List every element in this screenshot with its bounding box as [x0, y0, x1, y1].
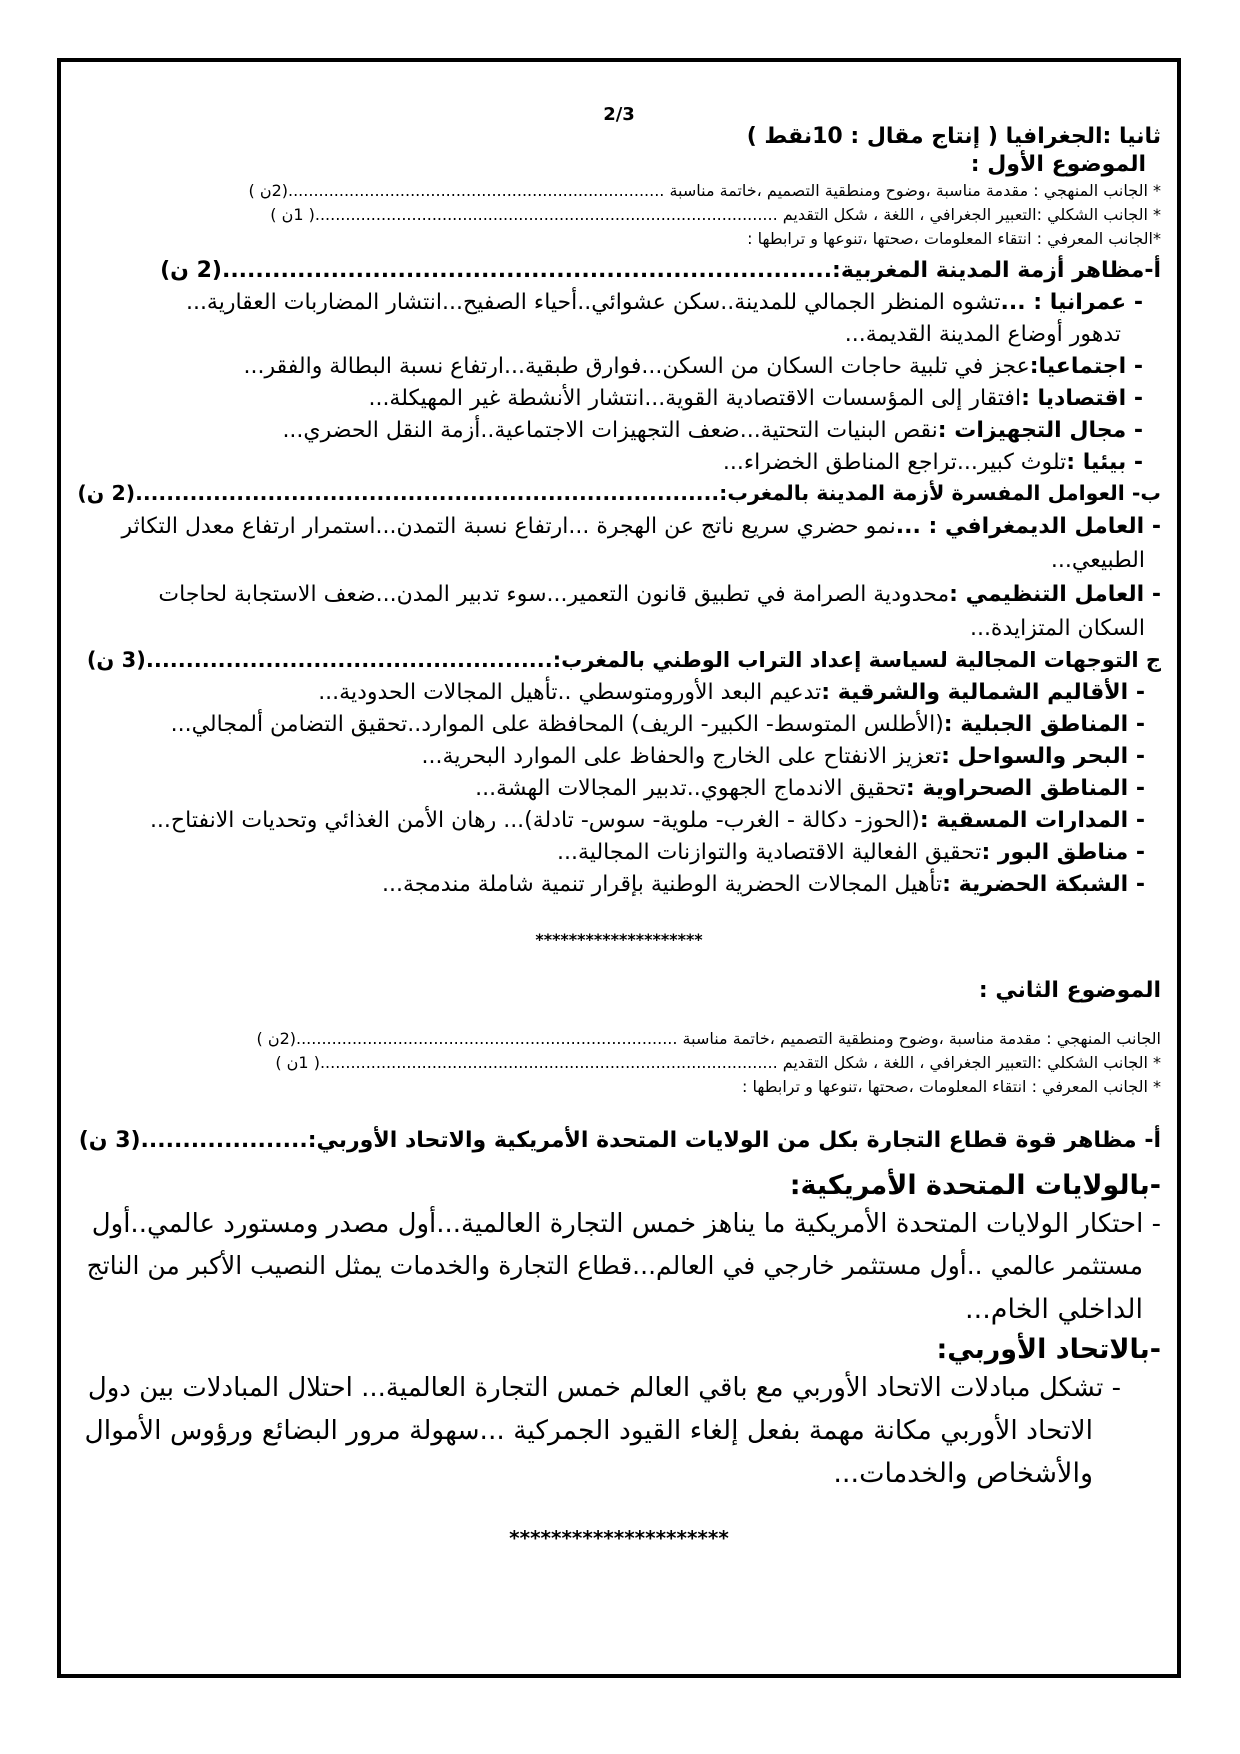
- list-item: [75, 354, 1143, 379]
- topic2-criterion-1: الجانب المنهجي : مقدمة مناسبة ،وضوح ومنطقية التصميم ،خاتمة مناسبة ...........................................................................(2ن ): [256, 1029, 1161, 1048]
- item-text: نقص البنيات التحتية...ضعف التجهيزات الاجتماعية..أزمة النقل الحضري...: [282, 418, 938, 443]
- item-text: نمو حضري سريع ناتج عن الهجرة ...ارتفاع نسبة التمدن...استمرار ارتفاع معدل التكاثر: [121, 514, 896, 539]
- item-text: تشوه المنظر الجمالي للمدينة..سكن عشوائي..أحياء الصفيح...انتشار المضاربات العقارية...: [185, 290, 1001, 315]
- item-label: - المناطق الصحراوية :: [905, 776, 1145, 801]
- list-item: [75, 776, 1145, 801]
- topic1-sec-b-heading: ب- العوامل المفسرة لأزمة المدينة بالمغرب:...........................................................................(2 ن): [77, 481, 1161, 505]
- exam-page: [57, 58, 1181, 1678]
- item-text: تلوث كبير...تراجع المناطق الخضراء...: [722, 450, 1067, 475]
- list-item-continuation: تدهور أوضاع المدينة القديمة...: [844, 322, 1121, 347]
- topic1-criterion-3: *الجانب المعرفي : انتقاء المعلومات ،صحتها ،تنوعها و ترابطها :: [747, 229, 1161, 248]
- list-item: [75, 582, 1161, 607]
- item-text: افتقار إلى المؤسسات الاقتصادية القوية...انتشار الأنشطة غير المهيكلة...: [368, 386, 1022, 411]
- item-label: - العامل الديمغرافي : ...: [895, 514, 1161, 539]
- list-item-continuation: الطبيعي...: [1050, 548, 1145, 573]
- list-item: [75, 386, 1143, 411]
- eu-line-3: والأشخاص والخدمات...: [833, 1458, 1093, 1489]
- list-item: [75, 680, 1145, 705]
- item-label: - المناطق الجبلية :: [943, 712, 1145, 737]
- item-text: محدودية الصرامة في تطبيق قانون التعمير...سوء تدبير المدن...ضعف الاستجابة لحاجات: [158, 582, 950, 607]
- item-label: - العامل التنظيمي :: [949, 582, 1161, 607]
- eu-line-2: الاتحاد الأوربي مكانة مهمة بفعل إلغاء القيود الجمركية ...سهولة مرور البضائع ورؤوس الأموال: [84, 1415, 1093, 1446]
- topic1-sec-a-heading: أ-مظاهر أزمة المدينة المغربية:.........................................................................(2 ن): [160, 258, 1161, 283]
- topic2-criterion-2: * الجانب الشكلي :التعبير الجغرافي ، اللغة ، شكل التقديم ..........................................................................................( 1ن ): [275, 1053, 1161, 1072]
- item-text: تحقيق الاندماج الجهوي..تدبير المجالات الهشة...: [475, 776, 906, 801]
- item-label: - مناطق البور :: [981, 840, 1145, 865]
- item-text: تدعيم البعد الأورومتوسطي ..تأهيل المجالات الحدودية...: [318, 680, 822, 705]
- eu-title: -بالاتحاد الأوربي:: [936, 1334, 1161, 1365]
- item-text: تعزيز الانفتاح على الخارج والحفاظ على الموارد البحرية...: [421, 744, 942, 769]
- item-text: تأهيل المجالات الحضرية الوطنية بإقرار تنمية شاملة مندمجة...: [382, 872, 943, 897]
- item-label: - عمرانيا : ...: [1000, 290, 1143, 315]
- item-label: - بيئيا :: [1066, 450, 1143, 475]
- list-item: [75, 450, 1143, 475]
- topic2-title: الموضوع الثاني :: [978, 978, 1161, 1003]
- list-item: [75, 808, 1145, 833]
- item-text: (الأطلس المتوسط- الكبير- الريف) المحافظة على الموارد..تحقيق التضامن ألمجالي...: [170, 712, 944, 737]
- item-label: - اقتصاديا :: [1021, 386, 1143, 411]
- usa-line-1: - احتكار الولايات المتحدة الأمريكية ما يناهز خمس التجارة العالمية...أول مصدر ومستورد عالمي..أول: [91, 1209, 1161, 1239]
- separator-stars: *********************: [509, 1526, 729, 1550]
- separator-stars: ********************: [535, 930, 703, 949]
- item-label: - الشبكة الحضرية :: [942, 872, 1145, 897]
- list-item: [75, 418, 1143, 443]
- topic1-sec-c-heading: ج التوجهات المجالية لسياسة إعداد التراب الوطني بالمغرب:...................................................(3 ن): [86, 648, 1161, 672]
- list-item: [75, 514, 1161, 539]
- item-label: - اجتماعيا:: [1029, 354, 1143, 379]
- list-item: [75, 872, 1145, 897]
- topic1-title: الموضوع الأول :: [970, 152, 1146, 177]
- item-text: (الحوز- دكالة - الغرب- ملوية- سوس- تادلة)... رهان الأمن الغذائي وتحديات الانفتاح...: [149, 808, 920, 833]
- topic2-criterion-3: * الجانب المعرفي : انتقاء المعلومات ،صحتها ،تنوعها و ترابطها :: [742, 1077, 1161, 1096]
- list-item: [75, 840, 1145, 865]
- item-label: - الأقاليم الشمالية والشرقية :: [821, 680, 1145, 705]
- list-item-continuation: السكان المتزايدة...: [969, 616, 1145, 641]
- list-item: [75, 744, 1145, 769]
- usa-line-2: مستثمر عالمي ..أول مستثمر خارجي في العالم...قطاع التجارة والخدمات يمثل النصيب الأكبر من الناتج: [86, 1251, 1143, 1280]
- item-label: - البحر والسواحل :: [941, 744, 1145, 769]
- usa-line-3: الداخلي الخام...: [965, 1294, 1143, 1325]
- usa-title: -بالولايات المتحدة الأمريكية:: [789, 1170, 1161, 1201]
- item-text: عجز في تلبية حاجات السكان من السكن...فوارق طبقية...ارتفاع نسبة البطالة والفقر...: [243, 354, 1030, 379]
- part-heading: ثانيا :الجغرافيا ( إنتاج مقال : 10نقط ): [746, 124, 1161, 149]
- item-label: - المدارات المسقية :: [919, 808, 1145, 833]
- topic1-criterion-1: * الجانب المنهجي : مقدمة مناسبة ،وضوح ومنطقية التصميم ،خاتمة مناسبة ..........................................................................(2ن ): [248, 181, 1161, 200]
- page-number: 2/3: [603, 104, 635, 125]
- list-item: [75, 712, 1145, 737]
- topic2-sec-a-heading: أ- مظاهر قوة قطاع التجارة بكل من الولايات المتحدة الأمريكية والاتحاد الأوربي:....................(3 ن): [78, 1128, 1161, 1153]
- topic1-criterion-2: * الجانب الشكلي :التعبير الجغرافي ، اللغة ، شكل التقديم ...........................................................................................( 1ن ): [270, 205, 1161, 224]
- eu-line-1: - تشكل مبادلات الاتحاد الأوربي مع باقي العالم خمس التجارة العالمية... احتلال المبادلات بين دول: [87, 1373, 1121, 1403]
- item-text: تحقيق الفعالية الاقتصادية والتوازنات المجالية...: [557, 840, 982, 865]
- list-item: [75, 290, 1143, 315]
- item-label: - مجال التجهيزات :: [937, 418, 1143, 443]
